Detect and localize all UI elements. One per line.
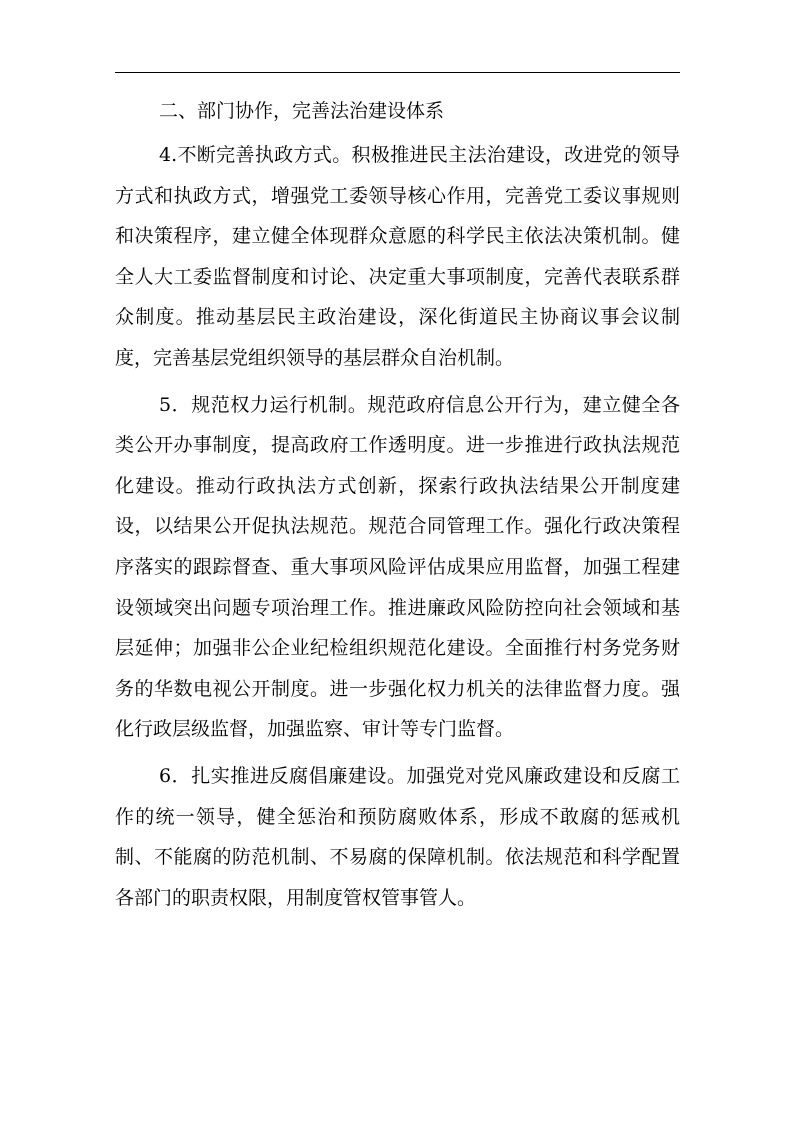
paragraph-6: 6．扎实推进反腐倡廉建设。加强党对党风廉政建设和反腐工作的统一领导，健全惩治和预防腐败体系，形成不敢腐的惩戒机制、不能腐的防范机制、不易腐的保障机制。依法规范和科学配置各部门的职责权限，用制度管权管事管人。 [115,764,680,909]
section-heading: 二、部门协作，完善法治建设体系 [159,100,445,122]
header-rule [115,72,680,73]
document-body [115,94,680,918]
paragraph-5: 5．规范权力运行机制。规范政府信息公开行为，建立健全各类公开办事制度，提高政府工作透明度。进一步推进行政执法规范化建设。推动行政执法方式创新，探索行政执法结果公开制度建设，以结果公开促执法规范。规范合同管理工作。强化行政决策程序落实的跟踪督查、重大事项风险评估成果应用监督，加强工程建设领域突出问题专项治理工作。推进廉政风险防控向社会领域和基层延伸；加强非公企业纪检组织规范化建设。全面推行村务党务财务的华数电视公开制度。进一步强化权力机关的法律监督力度。强化行政层级监督，加强监察、审计等专门监督。 [115,393,680,741]
paragraph-4: 4.不断完善执政方式。积极推进民主法治建设，改进党的领导方式和执政方式，增强党工委领导核心作用，完善党工委议事规则和决策程序，建立健全体现群众意愿的科学民主依法决策机制。健全人大工委监督制度和讨论、决定重大事项制度，完善代表联系群众制度。推动基层民主政治建设，深化街道民主协商议事会议制度，完善基层党组织领导的基层群众自治机制。 [115,144,680,369]
